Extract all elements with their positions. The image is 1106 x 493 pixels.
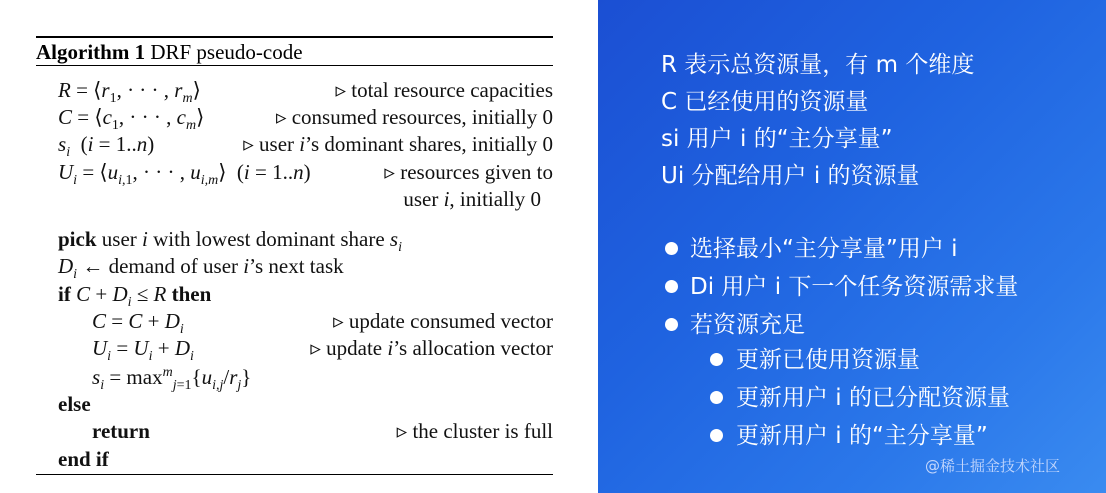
definition-si: si 用户 i 的“主分享量”: [661, 126, 893, 152]
step-if-enough: 若资源充足: [690, 312, 805, 338]
watermark: @稀土掘金技术社区: [925, 457, 1061, 475]
algorithm-comment: ▹ user i’s dominant shares, initially 0: [243, 132, 553, 156]
algorithm-line: [0, 186, 598, 212]
algorithm-title-label: Algorithm 1: [36, 40, 146, 64]
algorithm-code: end if: [58, 447, 109, 471]
definition-r: R 表示总资源量，有 m 个维度: [661, 52, 975, 78]
algorithm-line: [0, 446, 598, 472]
bullet-icon: [665, 242, 678, 255]
algorithm-line: [0, 418, 598, 444]
algorithm-top-rule: [36, 36, 553, 38]
algorithm-comment: ▹ the cluster is full: [396, 419, 553, 443]
substep-update-allocation: 更新用户 i 的已分配资源量: [736, 385, 1011, 411]
algorithm-code: $U_i = U_i + D_i$: [92, 336, 194, 365]
substep-update-consumed: 更新已使用资源量: [736, 347, 920, 373]
algorithm-bottom-rule: [36, 474, 553, 475]
algorithm-code: else: [58, 392, 91, 416]
algorithm-code: $U_i$ = $⟨u_{i,1}$, · · · , $u_{i,m}⟩$ (i = 1..n): [58, 160, 311, 189]
step-pick: 选择最小“主分享量”用户 i: [690, 236, 958, 262]
algorithm-line: [0, 364, 598, 394]
algorithm-comment: ▹ total resource capacities: [335, 78, 553, 102]
algorithm-code: $C = C + D_i$: [92, 309, 184, 338]
definition-ui: Ui 分配给用户 i 的资源量: [661, 163, 920, 189]
algorithm-mid-rule: [36, 65, 553, 66]
algorithm-line: [0, 335, 598, 365]
step-demand: Di 用户 i 下一个任务资源需求量: [690, 274, 1019, 300]
bullet-icon: [710, 429, 723, 442]
algorithm-title: [36, 40, 303, 65]
algorithm-line: [0, 391, 598, 417]
algorithm-code: $s_i$ (i = 1..n): [58, 132, 155, 161]
algorithm-comment: ▹ consumed resources, initially 0: [275, 105, 553, 129]
algorithm-title-text: DRF pseudo-code: [150, 40, 303, 64]
algorithm-line: [0, 159, 598, 189]
algorithm-code: $C = ⟨c_1$, · · · , $c_m⟩$: [58, 105, 205, 134]
algorithm-line: [0, 281, 598, 311]
notes-panel: [598, 0, 1106, 493]
algorithm-code: $s_i = \max^m_{j=1}\{u_{i,j}/r_j\}$: [92, 365, 252, 394]
algorithm-line: [0, 131, 598, 161]
bullet-icon: [665, 318, 678, 331]
algorithm-code: $R = ⟨r_1$, · · · , $r_m⟩$: [58, 78, 201, 107]
algorithm-line: [0, 77, 598, 107]
algorithm-comment: ▹ resources given to: [384, 160, 553, 184]
algorithm-comment: user i, initially 0: [403, 187, 541, 211]
definition-c: C 已经使用的资源量: [661, 89, 869, 115]
algorithm-code: $D_i$ ← demand of user i’s next task: [58, 254, 344, 283]
algorithm-comment: ▹ update i’s allocation vector: [310, 336, 553, 360]
algorithm-line: [0, 104, 598, 134]
bullet-icon: [665, 280, 678, 293]
substep-update-share: 更新用户 i 的“主分享量”: [736, 423, 988, 449]
algorithm-code: if $C + D_i \le R$ then: [58, 282, 212, 311]
algorithm-code: return: [92, 419, 150, 443]
algorithm-line: [0, 226, 598, 256]
algorithm-line: [0, 253, 598, 283]
algorithm-comment: ▹ update consumed vector: [333, 309, 553, 333]
bullet-icon: [710, 391, 723, 404]
algorithm-code: pick user i with lowest dominant share $s_i$: [58, 227, 402, 256]
bullet-icon: [710, 353, 723, 366]
algorithm-line: [0, 308, 598, 338]
